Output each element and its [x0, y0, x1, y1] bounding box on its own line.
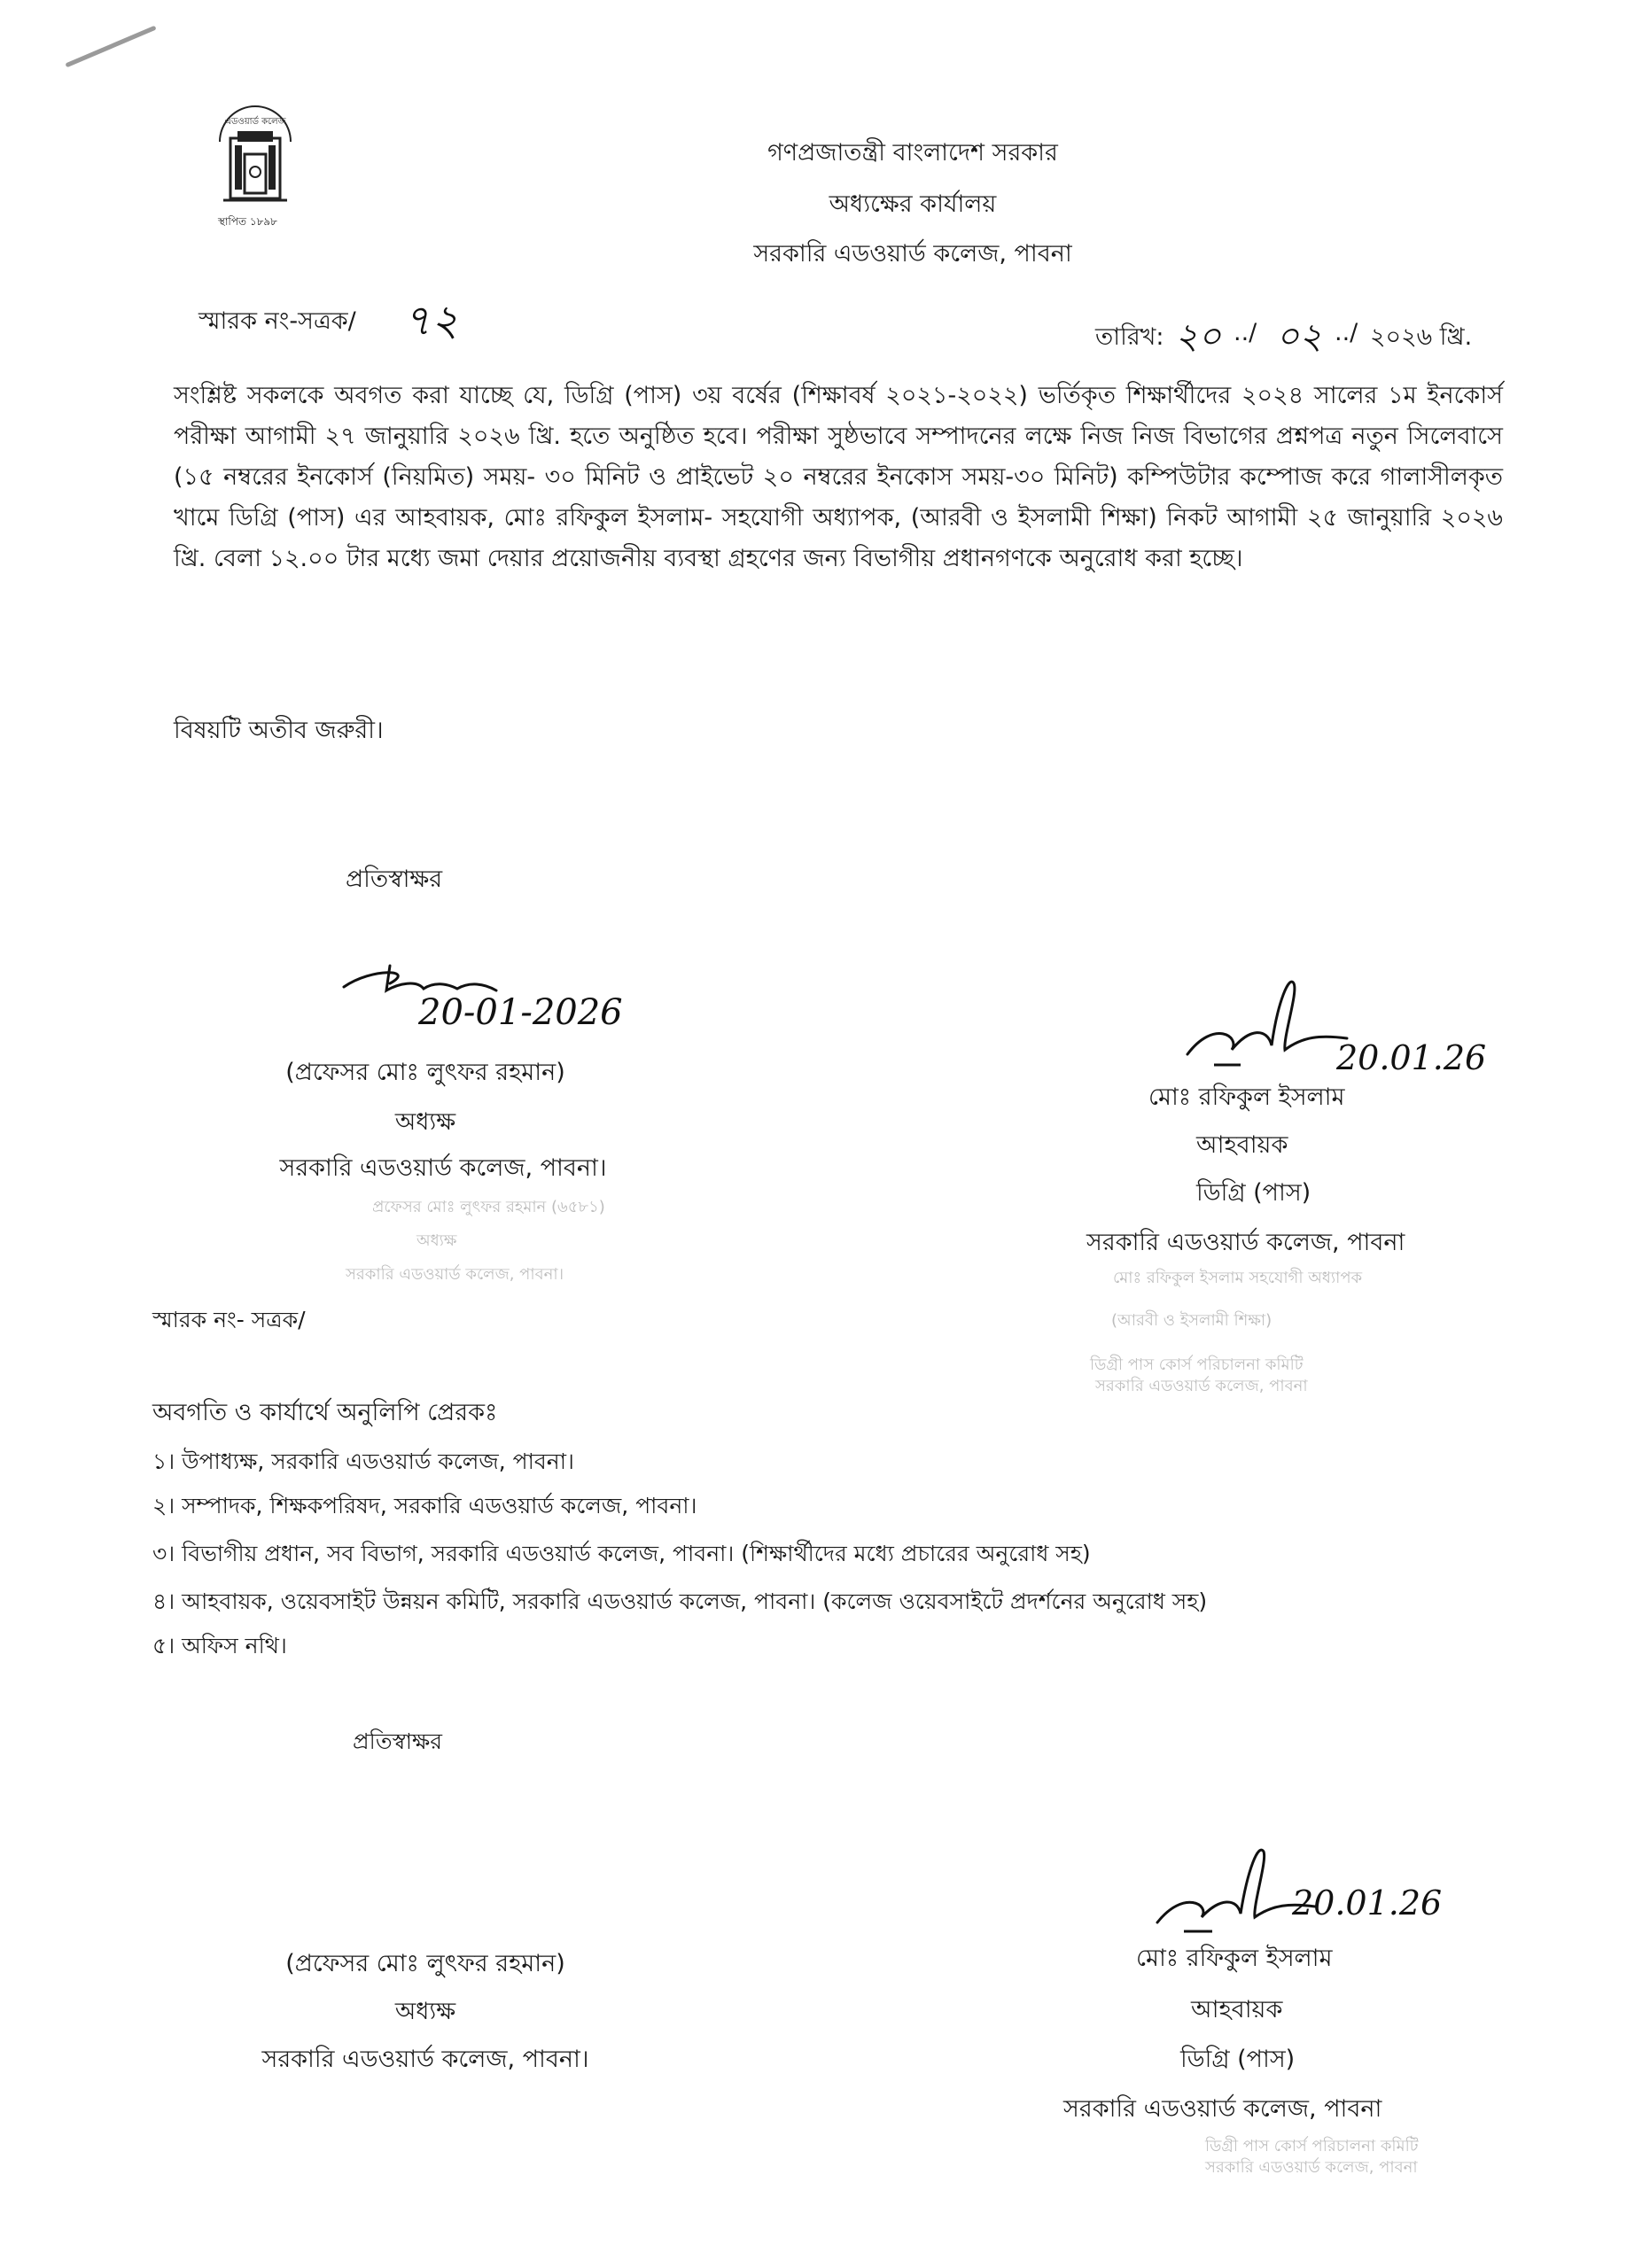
right2-handwritten-date: 20.01.26 — [1292, 1884, 1443, 1922]
date-year: ২০২৬ খ্রি. — [1370, 323, 1473, 351]
urgent-note: বিষয়টি অতীব জরুরী। — [174, 717, 384, 744]
copy-item: ৪। আহবায়ক, ওয়েবসাইট উন্নয়ন কমিটি, সরকারি এডওয়ার্ড কলেজ, পাবনা। (কলেজ ওয়েবসাইটে প্রদর্শনের অনুরোধ সহ) — [152, 1588, 1208, 1614]
left-signatory-title: অধ্যক্ষ — [394, 1108, 456, 1136]
left2-signatory-org: সরকারি এডওয়ার্ড কলেজ, পাবনা। — [261, 2046, 589, 2073]
pen-mark — [65, 26, 156, 68]
header-college: সরকারি এডওয়ার্ড কলেজ, পাবনা — [753, 240, 1072, 268]
right2-signatory-title: আহবায়ক — [1191, 1996, 1283, 2023]
logo-year-text: স্থাপিত ১৮৯৮ — [218, 215, 277, 228]
left-handwritten-date: 20-01-2026 — [418, 992, 623, 1033]
copy-item: ২। সম্পাদক, শিক্ষকপরিষদ, সরকারি এডওয়ার্ড কলেজ, পাবনা। — [152, 1493, 697, 1518]
copy-item: ১। উপাধ্যক্ষ, সরকারি এডওয়ার্ড কলেজ, পাবনা। — [152, 1449, 574, 1474]
memo-label: স্মারক নং-সত্রক/ — [198, 307, 356, 335]
right2-signatory-sub: ডিগ্রি (পাস) — [1180, 2046, 1296, 2073]
date-label: তারিখ: — [1095, 323, 1164, 351]
left-signatory-org: সরকারি এডওয়ার্ড কলেজ, পাবনা। — [279, 1154, 607, 1182]
right-signatory-org: সরকারি এডওয়ার্ড কলেজ, পাবনা — [1086, 1229, 1405, 1256]
date-month-handwritten: ০২ — [1276, 316, 1323, 357]
college-logo — [211, 105, 300, 229]
svg-text:এডওয়ার্ড কলেজ: এডওয়ার্ড কলেজ — [224, 117, 286, 127]
copy-item: ৩। বিভাগীয় প্রধান, সব বিভাগ, সরকারি এডওয়ার্ড কলেজ, পাবনা। (শিক্ষার্থীদের মধ্যে প্রচারের অনুরোধ সহ) — [152, 1541, 1091, 1566]
right-signatory-name: মোঃ রফিকুল ইসলাম — [1148, 1084, 1345, 1111]
right2-signatory-org: সরকারি এডওয়ার্ড কলেজ, পাবনা — [1063, 2095, 1382, 2123]
left-signatory-name: (প্রফেসর মোঃ লুৎফর রহমান) — [285, 1059, 565, 1086]
body-paragraph: সংশ্লিষ্ট সকলকে অবগত করা যাচ্ছে যে, ডিগ্রি (পাস) ৩য় বর্ষের (শিক্ষাবর্ষ ২০২১-২০২২) ভর্তিকৃত শিক্ষার্থীদের ২০২৪ সালের ১ম ইনকোর্স পরীক্ষা আগামী ২৭ জানুয়ারি ২০২৬ খ্রি. হতে অনুষ্ঠিত হবে। পরীক্ষা সুষ্ঠভাবে সম্পাদনের লক্ষে নিজ নিজ বিভাগের প্রশ্নপত্র নতুন সিলেবাসে (১৫ নম্বরের ইনকোর্স (নিয়মিত) সময়- ৩০ মিনিট ও প্রাইভেট ২০ নম্বরের ইনকোস সময়-৩০ মিনিট) কম্পিউটার কম্পোজ করে গালাসীলকৃত খামে ডিগ্রি (পাস) এর আহবায়ক, মোঃ রফিকুল ইসলাম- সহযোগী অধ্যাপক, (আরবী ও ইসলামী শিক্ষা) নিকট আগামী ২৫ জানুয়ারি ২০২৬ খ্রি. বেলা ১২.০০ টার মধ্যে জমা দেয়ার প্রয়োজনীয় ব্যবস্থা গ্রহণের জন্য বিভাগীয় প্রধানগণকে অনুরোধ করা হচ্ছে। — [174, 382, 1503, 572]
countersign-label: প্রতিস্বাক্ষর — [346, 866, 443, 893]
header-government: গণপ্রজাতন্ত্রী বাংলাদেশ সরকার — [767, 139, 1058, 167]
right-signatory-title: আহবায়ক — [1196, 1131, 1288, 1159]
memo-number-handwritten: ৭২ — [403, 296, 459, 346]
copies-heading: অবগতি ও কার্যার্থে অনুলিপি প্রেরকঃ — [152, 1399, 498, 1426]
left2-signatory-name: (প্রফেসর মোঃ লুৎফর রহমান) — [285, 1950, 565, 1977]
right-handwritten-date: 20.01.26 — [1336, 1038, 1487, 1077]
left2-signatory-title: অধ্যক্ষ — [394, 1998, 456, 2025]
right2-signatory-name: মোঃ রফিকুল ইসলাম — [1136, 1945, 1333, 1972]
right-signatory-sub: ডিগ্রি (পাস) — [1196, 1179, 1311, 1207]
countersign-label-2: প্রতিস্বাক্ষর — [353, 1728, 443, 1754]
copy-item: ৫। অফিস নথি। — [152, 1633, 287, 1658]
header-office: অধ্যক্ষের কার্যালয় — [829, 190, 997, 218]
date-day-handwritten: ২০ — [1175, 316, 1222, 357]
memo2-label: স্মারক নং- সত্রক/ — [152, 1307, 306, 1332]
